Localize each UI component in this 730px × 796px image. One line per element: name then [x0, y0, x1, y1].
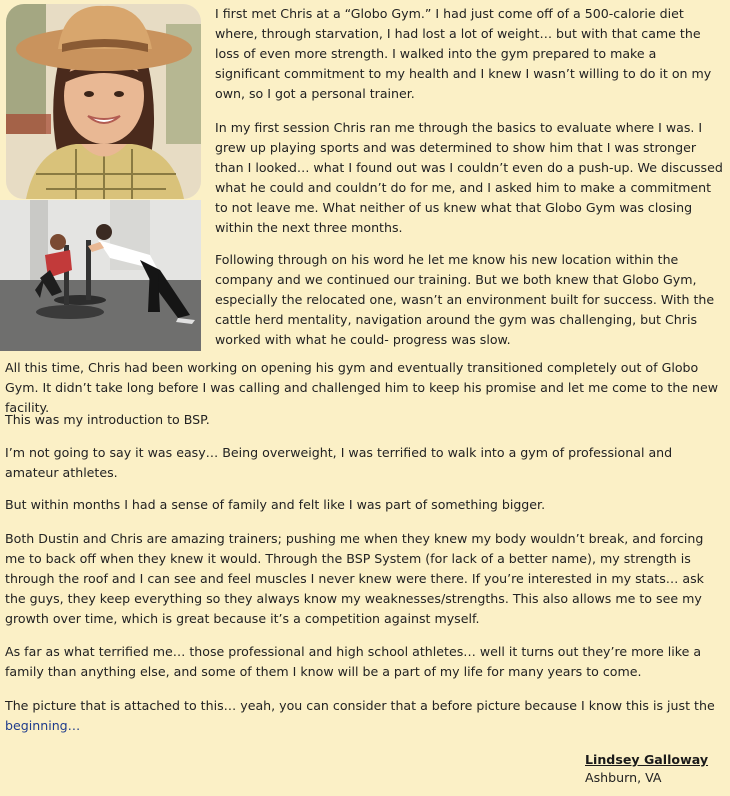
- paragraph-introduction-bsp: This was my introduction to BSP.: [5, 412, 210, 427]
- signature: [585, 751, 708, 787]
- paragraph-first-session: In my first session Chris ran me through the basics to evaluate where I was. I grew up playing sports and was determined to show him that I was stronger than I looked… what I found out was I couldn’t even do a push-up. We discussed what he could and couldn’t do for me, and I asked him to make a commitment to not leave me. What neither of us knew what that Globo Gym was closing within the next three months.: [215, 120, 723, 235]
- paragraph-terrified: As far as what terrified me… those professional and high school athletes… well it turns out they’re more like a family than anything else, and some of them I know will be a part of my life for many years to come.: [5, 644, 702, 679]
- signature-name: Lindsey Galloway: [585, 752, 709, 767]
- signature-location: Ashburn, VA: [585, 770, 662, 785]
- training-photo: [0, 200, 201, 351]
- paragraph-all-this-time: All this time, Chris had been working on opening his gym and eventually transitioned completely out of Globo Gym. It didn’t take long before I was calling and challenged him to keep his promise and let me come to the new facility.: [5, 360, 719, 415]
- paragraph-intro: I first met Chris at a “Globo Gym.” I had just come off of a 500-calorie diet where, through starvation, I had lost a lot of weight… but with that came the loss of even more strength. I walked into the gym prepared to make a significant commitment to my health and I knew I wasn’t willing to do it on my own, so I got a personal trainer.: [215, 6, 712, 101]
- paragraph-sense-of-family: But within months I had a sense of family and felt like I was part of something bigger.: [5, 497, 546, 512]
- paragraph-picture: [5, 696, 725, 736]
- paragraph-not-easy: I’m not going to say it was easy… Being overweight, I was terrified to walk into a gym of professional and amateur athletes.: [5, 445, 673, 480]
- paragraph-picture-end: beginning…: [5, 718, 81, 733]
- paragraph-trainers: Both Dustin and Chris are amazing trainers; pushing me when they knew my body wouldn’t break, and forcing me to back off when they knew it would. Through the BSP System (for lack of a better name), my strength is through the roof and I can see and feel muscles I never knew were there. If you’re interested in my stats… ask the guys, they keep everything so they always know my weaknesses/strengths. This also allows me to see my growth over time, which is great because it’s a competition against myself.: [5, 531, 704, 626]
- portrait-photo: [6, 4, 201, 199]
- paragraph-following-through: Following through on his word he let me know his new location within the company and we continued our training. But we both knew that Globo Gym, especially the relocated one, wasn’t an environment built for success. With the cattle herd mentality, navigation around the gym was challenging, but Chris worked with what he could- progress was slow.: [215, 252, 715, 347]
- paragraph-picture-text: The picture that is attached to this… yeah, you can consider that a before picture because I know this is just the: [5, 698, 715, 713]
